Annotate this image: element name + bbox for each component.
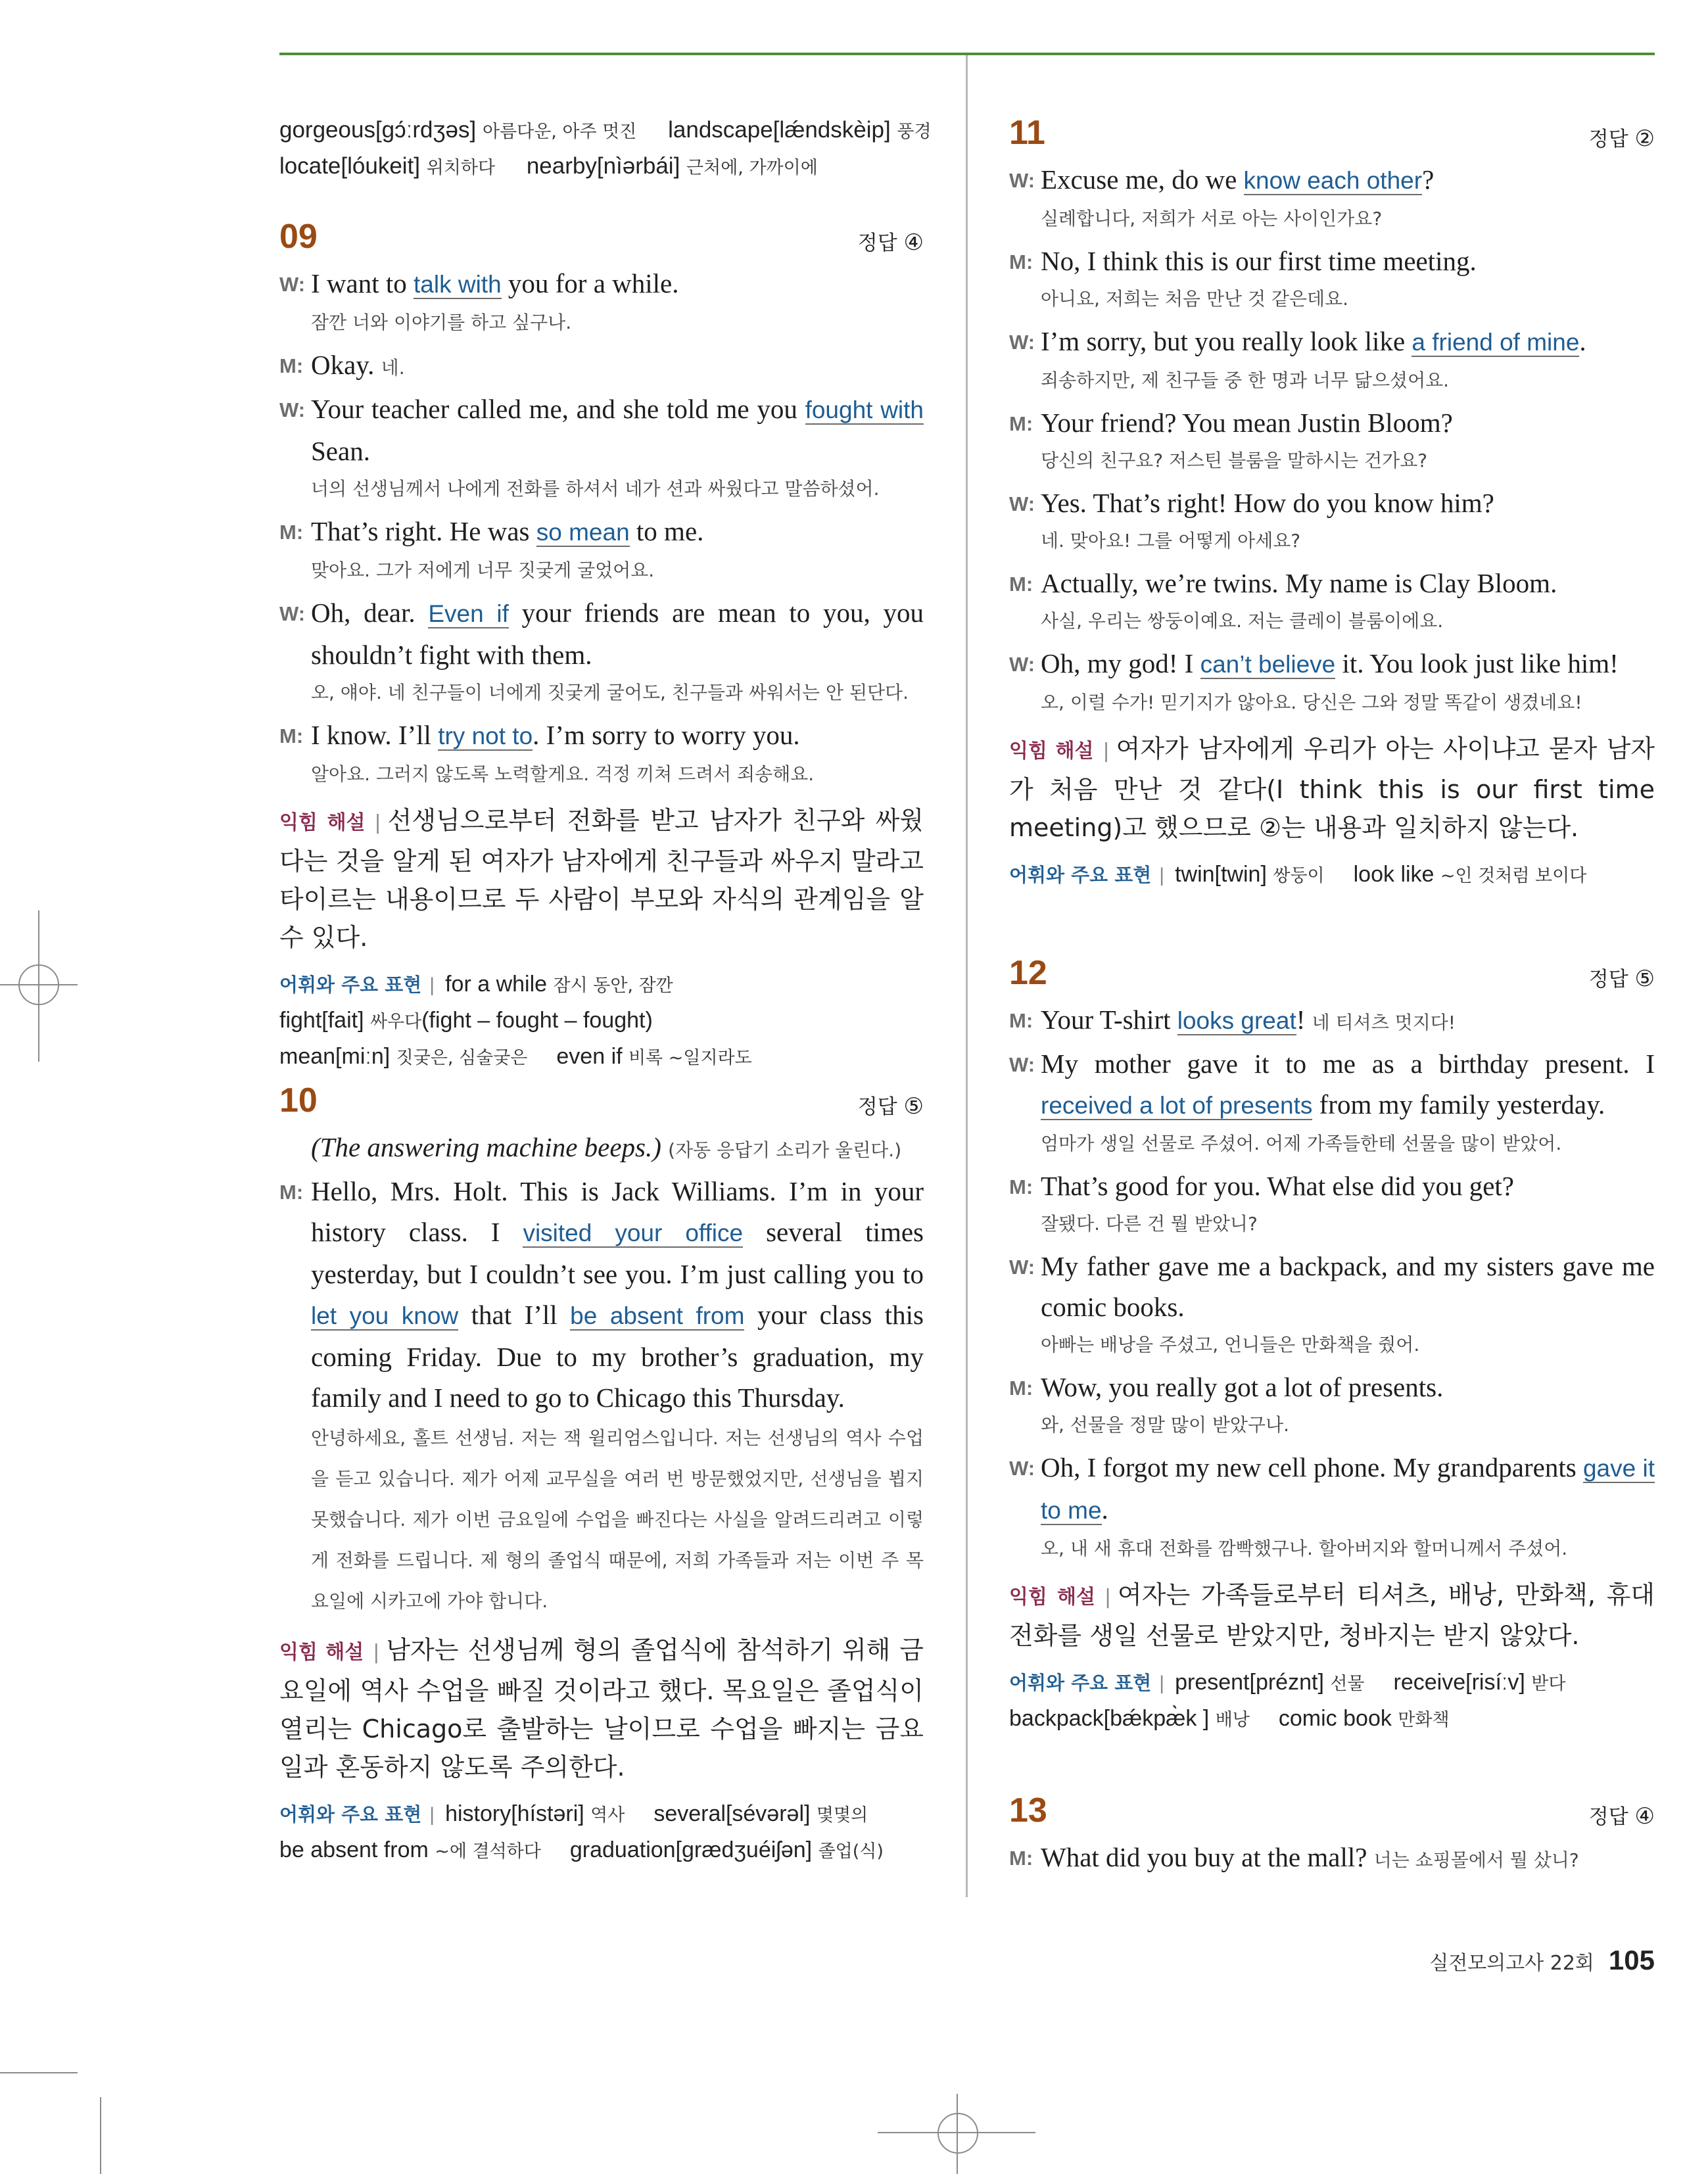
dialogue-line: W: Oh, I forgot my new cell phone. My grandparents gave it to me. [1009, 1447, 1655, 1531]
question-12 [1009, 953, 1655, 1737]
dialogue-line: M: Your T-shirt looks great! 네 티셔츠 멋지다! [1009, 999, 1655, 1043]
blank-phrase: try not to [438, 722, 533, 749]
vocab-word: nearby[nìərbái] [526, 153, 680, 179]
translation: 네 티셔츠 멋지다! [1312, 1012, 1456, 1033]
blank-phrase: fought with [805, 396, 924, 423]
question-header [279, 217, 924, 263]
answer-badge: 정답 ⑤ [1588, 966, 1655, 992]
dialogue-line: M: Okay. 네. [279, 344, 924, 389]
blank-phrase: received a lot of presents [1041, 1092, 1313, 1119]
vocabulary: 어휘와 주요 표현 | history[hístəri] 역사 several[sévərəl] 몇몇의 be absent from ~에 결석하다 graduation[grædʒuéiʃən] 졸업(식) [279, 1801, 884, 1862]
page-number: 105 [1608, 1945, 1655, 1975]
dialogue-line: W: I want to talk with you for a while. [279, 263, 924, 305]
dialogue-line: W: Your teacher called me, and she told me you fought with Sean. [279, 389, 924, 471]
vocab-word: locate[lóukeit] [279, 153, 421, 179]
speaker-label: W: [279, 273, 306, 296]
blank-phrase: know each other [1243, 167, 1423, 194]
speaker-label: M: [279, 521, 304, 544]
vocab-meaning: 풍경 [897, 122, 932, 142]
question-10 [279, 1081, 924, 1869]
question-header [1009, 1791, 1655, 1837]
question-11 [1009, 113, 1655, 893]
dialogue-line: W: Yes. That’s right! How do you know him? [1009, 483, 1655, 523]
question-header [1009, 113, 1655, 159]
speaker-label: W: [1009, 169, 1035, 192]
speaker-label: M: [279, 724, 304, 747]
dialogue-line: M: Hello, Mrs. Holt. This is Jack Williams. I’m in your history class. I visited your office several times yesterday, but I couldn’t see you. I’m just calling you to let you know that I’ll be absent from your class this coming Friday. Due to my brother’s graduation, my family and I need to go to Chicago this Thursday. [279, 1171, 924, 1418]
registration-circle-left [18, 964, 59, 1005]
answer-badge: 정답 ④ [857, 229, 924, 256]
vocab-word: landscape[lǽndskèip] [668, 117, 891, 143]
translation: 잘됐다. 다른 건 뭘 받았니? [1041, 1213, 1258, 1235]
question-number: 11 [1009, 114, 1045, 152]
speaker-label: M: [1009, 1377, 1033, 1400]
speaker-label: W: [279, 602, 306, 625]
vocabulary: 어휘와 주요 표현 | for a while 잠시 동안, 잠깐 fight[fait] 싸우다(fight – fought – fought) mean[miːn] 짓궂은, 심술궂은 even if 비록 ~일지라도 [279, 972, 752, 1069]
translation: 안녕하세요, 홀트 선생님. 저는 잭 윌리엄스입니다. 저는 선생님의 역사 수업을 듣고 있습니다. 제가 어제 교무실을 여러 번 방문했었지만, 선생님을 뵙지 못했습니다. 제가 이번 금요일에 수업을 빠진다는 사실을 알려드리려고 이렇게 전화를 드립니다. 제 형의 졸업식 때문에, 저희 가족들과 저는 이번 주 목요일에 시카고에 가야 합니다. [311, 1427, 924, 1612]
dialogue-line: W: My mother gave it to me as a birthday present. I received a lot of presents from my family yesterday. [1009, 1043, 1655, 1126]
blank-phrase: be absent from [570, 1302, 745, 1329]
blank-phrase: looks great [1177, 1007, 1296, 1034]
explanation: 익힘 해설 | 선생님으로부터 전화를 받고 남자가 친구와 싸웠다는 것을 알게 된 여자가 남자에게 친구들과 싸우지 말라고 타이르는 내용이므로 두 사람이 부모와 자식의 관계임을 알 수 있다. [279, 806, 924, 952]
footer-label: 실전모의고사 22회 [1429, 1952, 1594, 1975]
answer-badge: 정답 ④ [1588, 1803, 1655, 1830]
speaker-label: M: [1009, 573, 1033, 596]
dialogue-line: M: Wow, you really got a lot of presents. [1009, 1367, 1655, 1407]
speaker-label: W: [1009, 492, 1035, 515]
speaker-label: W: [1009, 331, 1035, 354]
speaker-label: M: [279, 1181, 304, 1204]
blank-phrase: can’t believe [1200, 651, 1336, 678]
vocab-meaning: 아름다운, 아주 멋진 [482, 122, 637, 142]
speaker-label: W: [1009, 653, 1035, 676]
speaker-label: M: [1009, 250, 1033, 273]
explanation: 익힘 해설 | 여자가 남자에게 우리가 아는 사이냐고 묻자 남자가 처음 만난 것 같다(I think this is our first time meeting)고 했으므로 ②는 내용과 일치하지 않는다. [1009, 734, 1655, 842]
translation: (자동 응답기 소리가 울린다.) [668, 1139, 902, 1161]
translation: 너는 쇼핑몰에서 뭘 샀니? [1373, 1849, 1579, 1871]
speaker-label: M: [1009, 412, 1033, 435]
speaker-label: M: [279, 354, 304, 377]
speaker-label: W: [1009, 1053, 1035, 1076]
vocab-row [279, 113, 937, 149]
translation: 네. 맞아요! 그를 어떻게 아세요? [1041, 530, 1301, 552]
vocab-row [279, 149, 937, 185]
crop-mark-corner-v [100, 2097, 101, 2174]
registration-circle-bottom [937, 2113, 978, 2154]
dialogue-line: W: Excuse me, do we know each other? [1009, 159, 1655, 201]
speaker-label: W: [1009, 1457, 1035, 1480]
speaker-label: M: [1009, 1847, 1033, 1870]
explanation: 익힘 해설 | 여자는 가족들로부터 티셔츠, 배낭, 만화책, 휴대 전화를 생일 선물로 받았지만, 청바지는 받지 않았다. [1009, 1580, 1655, 1650]
dialogue-line: W: My father gave me a backpack, and my sisters gave me comic books. [1009, 1246, 1655, 1327]
dialogue-line: M: No, I think this is our first time meeting. [1009, 241, 1655, 281]
dialogue-line: M: What did you buy at the mall? 너는 쇼핑몰에서 뭘 샀니? [1009, 1837, 1655, 1881]
translation: 실례합니다, 저희가 서로 아는 사이인가요? [1041, 208, 1383, 229]
blank-phrase: talk with [414, 271, 502, 298]
dialogue-line: M: I know. I’ll try not to. I’m sorry to worry you. [279, 715, 924, 757]
vocab-meaning: 근처에, 가까이에 [686, 158, 818, 178]
dialogue-line: W: I’m sorry, but you really look like a friend of mine. [1009, 321, 1655, 363]
blank-phrase: visited your office [523, 1219, 744, 1246]
question-header [279, 1081, 924, 1127]
vocab-continued [279, 113, 937, 185]
question-number: 12 [1009, 954, 1047, 992]
blank-phrase: gave it to me [1041, 1455, 1655, 1524]
blank-phrase: let you know [311, 1302, 459, 1329]
crop-mark-corner-h [0, 2072, 78, 2073]
vocab-word: gorgeous[gɔ́ːrdʒəs] [279, 117, 477, 143]
question-09 [279, 217, 924, 1075]
blank-phrase: a friend of mine [1411, 329, 1580, 356]
dialogue-line: M: Your friend? You mean Justin Bloom? [1009, 402, 1655, 443]
question-number: 09 [279, 218, 318, 256]
blank-phrase: Even if [428, 600, 509, 627]
translation: 잠깐 너와 이야기를 하고 싶구나. [311, 312, 572, 333]
vocabulary: 어휘와 주요 표현 | twin[twin] 쌍둥이 look like ~인 것처럼 보이다 [1009, 862, 1587, 887]
translation: 죄송하지만, 제 친구들 중 한 명과 너무 닮으셨어요. [1041, 369, 1450, 391]
explanation: 익힘 해설 | 남자는 선생님께 형의 졸업식에 참석하기 위해 금요일에 역사 수업을 빠질 것이라고 했다. 목요일은 졸업식이 열리는 Chicago로 출발하는 날이므로 수업을 빠지는 금요일과 혼동하지 않도록 주의한다. [279, 1636, 924, 1782]
dialogue-line: M: Actually, we’re twins. My name is Clay Bloom. [1009, 563, 1655, 603]
translation: 와, 선물을 정말 많이 받았구나. [1041, 1414, 1289, 1436]
question-number: 13 [1009, 1791, 1047, 1830]
vocab-meaning: 위치하다 [426, 158, 496, 178]
vocabulary: 어휘와 주요 표현 | present[préznt] 선물 receive[risíːv] 받다 backpack[bǽkpæ̀k ] 배낭 comic book 만화책 [1009, 1670, 1566, 1731]
translation: 엄마가 생일 선물로 주셨어. 어제 가족들한테 선물을 많이 받았어. [1041, 1133, 1562, 1154]
speaker-label: W: [1009, 1256, 1035, 1279]
blank-phrase: so mean [536, 519, 630, 546]
question-header [1009, 953, 1655, 999]
translation: 알아요. 그러지 않도록 노력할게요. 걱정 끼쳐 드려서 죄송해요. [311, 763, 815, 785]
speaker-label: W: [279, 398, 306, 421]
translation: 너의 선생님께서 나에게 전화를 하셔서 네가 션과 싸웠다고 말씀하셨어. [311, 478, 880, 500]
translation: 오, 얘야. 네 친구들이 너에게 짓궂게 굴어도, 친구들과 싸워서는 안 된단다. [311, 682, 909, 703]
translation: 오, 내 새 휴대 전화를 깜빡했구나. 할아버지와 할머니께서 주셨어. [1041, 1538, 1568, 1559]
dialogue-line: M: That’s right. He was so mean to me. [279, 511, 924, 553]
dialogue-line: W: Oh, my god! I can’t believe it. You look just like him! [1009, 643, 1655, 685]
translation: 아빠는 배낭을 주셨고, 언니들은 만화책을 줬어. [1041, 1334, 1420, 1356]
answer-badge: 정답 ⑤ [857, 1093, 924, 1120]
translation: 당신의 친구요? 저스틴 블룸을 말하시는 건가요? [1041, 450, 1428, 471]
translation: 아니요, 저희는 처음 만난 것 같은데요. [1041, 288, 1349, 310]
speaker-label: M: [1009, 1175, 1033, 1198]
translation: 오, 이럴 수가! 믿기지가 않아요. 당신은 그와 정말 똑같이 생겼네요! [1041, 692, 1582, 713]
translation: 네. [381, 357, 405, 379]
translation: 맞아요. 그가 저에게 너무 짓궂게 굴었어요. [311, 559, 655, 581]
speaker-label: M: [1009, 1009, 1033, 1032]
column-divider [966, 55, 968, 1897]
translation: 사실, 우리는 쌍둥이예요. 저는 클레이 블룸이에요. [1041, 610, 1444, 632]
dialogue-line: W: Oh, dear. Even if your friends are mean to you, you shouldn’t fight with them. [279, 592, 924, 675]
stage-direction: (The answering machine beeps.) (자동 응답기 소리가 울린다.) [311, 1132, 902, 1162]
page-footer [1429, 1945, 1655, 1976]
question-number: 10 [279, 1081, 318, 1120]
dialogue-line: M: That’s good for you. What else did you get? [1009, 1166, 1655, 1206]
answer-badge: 정답 ② [1588, 126, 1655, 152]
question-13 [1009, 1791, 1655, 1881]
